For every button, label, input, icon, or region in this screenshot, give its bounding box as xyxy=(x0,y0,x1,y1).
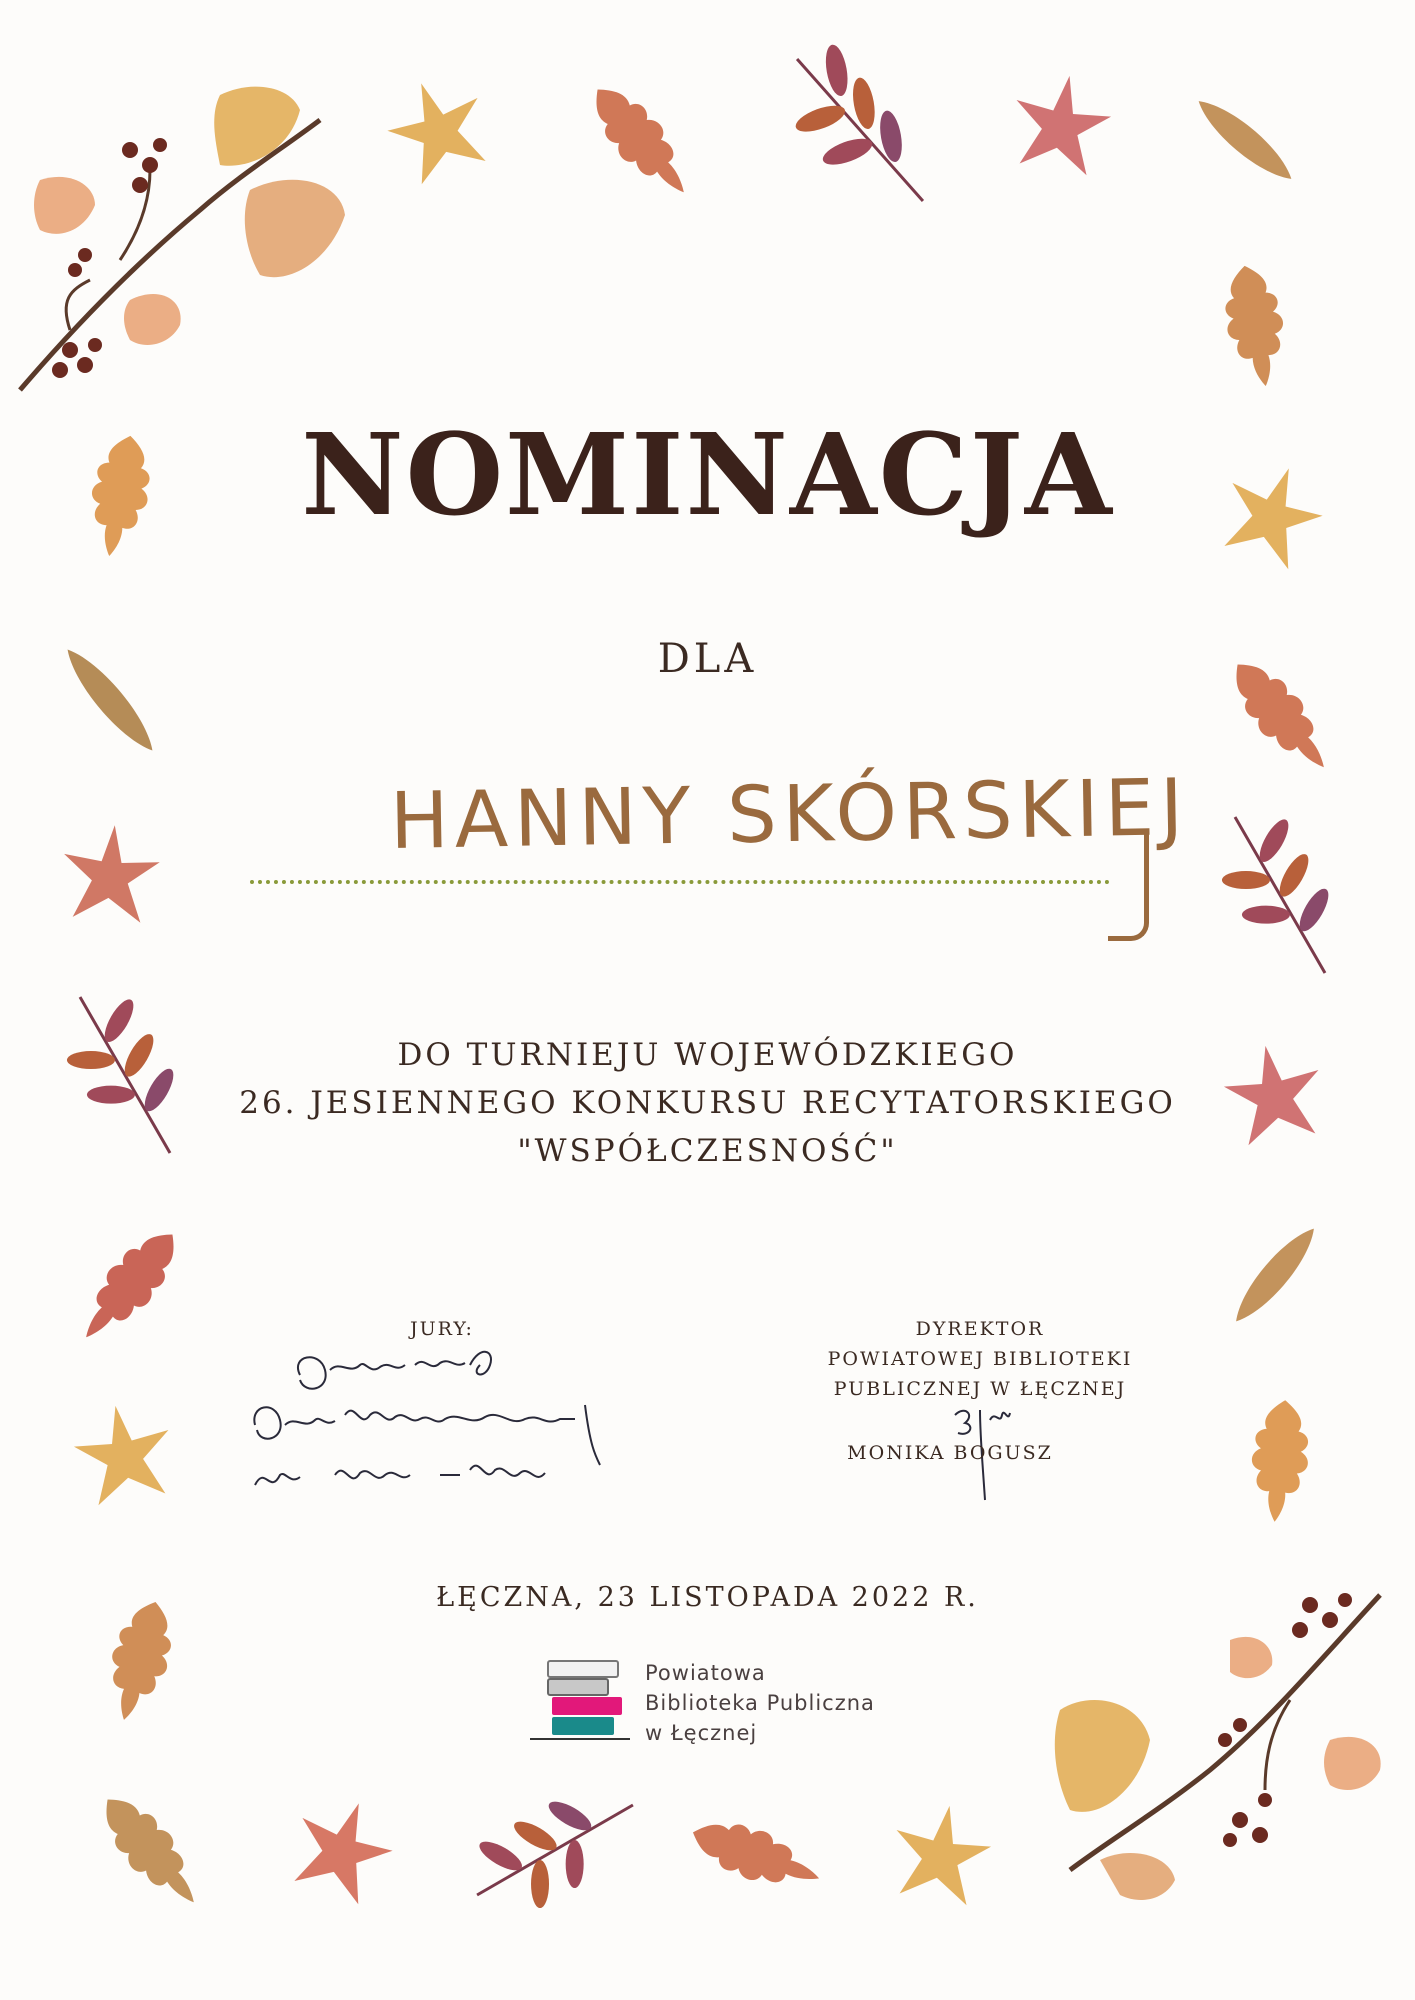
handwritten-bracket xyxy=(1108,832,1149,941)
for-label: DLA xyxy=(657,636,758,682)
director-institution-line-2: PUBLICZNEJ W ŁĘCZNEJ xyxy=(833,1378,1127,1400)
recipient-name: HANNY SKÓRSKIEJ xyxy=(389,763,1190,867)
library-logo-line-3: w Łęcznej xyxy=(645,1721,758,1745)
library-logo-line-2: Biblioteka Publiczna xyxy=(645,1691,875,1715)
library-logo-text xyxy=(645,1658,875,1748)
library-logo-books-icon xyxy=(530,1655,630,1755)
name-dotted-line xyxy=(250,880,1110,884)
certificate-title: NOMINACJA xyxy=(301,410,1114,541)
director-title: DYREKTOR xyxy=(915,1318,1045,1340)
branch-bottom-right-icon xyxy=(1055,1593,1381,1900)
director-name: MONIKA BOGUSZ xyxy=(847,1442,1053,1464)
competition-line-1: DO TURNIEJU WOJEWÓDZKIEGO xyxy=(397,1037,1018,1073)
jury-signatures xyxy=(245,1335,705,1515)
library-logo-line-1: Powiatowa xyxy=(645,1661,766,1685)
competition-line-2: 26. JESIENNEGO KONKURSU RECYTATORSKIEGO xyxy=(239,1085,1176,1121)
place-and-date: ŁĘCZNA, 23 LISTOPADA 2022 R. xyxy=(436,1582,979,1613)
competition-line-3: "WSPÓŁCZESNOŚĆ" xyxy=(517,1133,898,1169)
branch-top-left-icon xyxy=(20,87,345,390)
jury-label: JURY: xyxy=(410,1318,474,1340)
director-institution-line-1: POWIATOWEJ BIBLIOTEKI xyxy=(827,1348,1133,1370)
